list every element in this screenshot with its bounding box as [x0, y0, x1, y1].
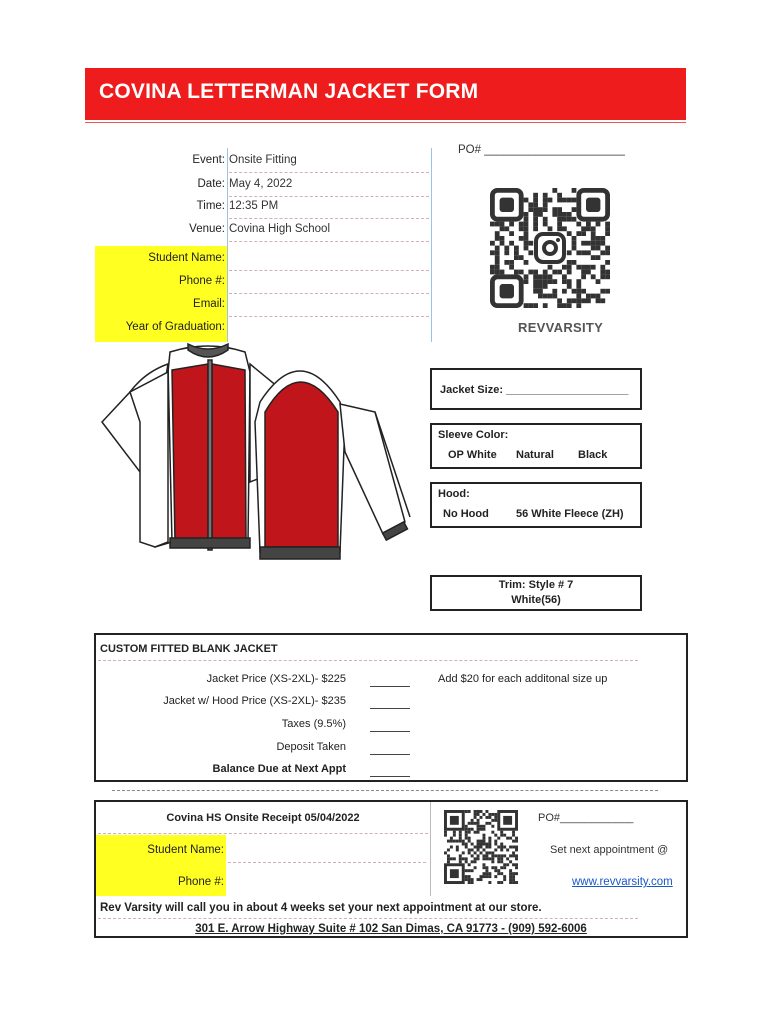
phone-label: Phone #: — [178, 275, 225, 287]
callback-notice: Rev Varsity will call you in about 4 weeks set your next appointment at our store. — [100, 902, 542, 914]
time-label: Time: — [196, 200, 225, 212]
receipt-title-divider — [98, 833, 428, 834]
pricing-header: CUSTOM FITTED BLANK JACKET — [100, 643, 278, 655]
title-banner — [85, 68, 686, 120]
form-title: COVINA LETTERMAN JACKET FORM — [99, 80, 479, 103]
sleeve-color-title: Sleeve Color: — [438, 429, 509, 441]
email-label: Email: — [193, 298, 225, 310]
receipt-divider — [430, 802, 431, 898]
venue-label: Venue: — [189, 223, 225, 235]
field-right-border — [431, 148, 432, 342]
size-up-note: Add $20 for each additonal size up — [438, 673, 608, 685]
receipt-phone-input[interactable] — [228, 876, 426, 894]
trim-color: White(56) — [511, 594, 561, 606]
receipt-title: Covina HS Onsite Receipt 05/04/2022 — [166, 812, 360, 824]
hood-option-no-hood[interactable]: No Hood — [443, 508, 489, 520]
event-info-block — [95, 148, 432, 342]
date-value: May 4, 2022 — [229, 178, 429, 197]
receipt-po-field[interactable]: PO#____________ — [538, 812, 634, 824]
deposit-label: Deposit Taken — [276, 741, 346, 753]
venue-value: Covina High School — [229, 223, 429, 242]
next-appointment-text: Set next appointment @ — [550, 844, 669, 856]
sleeve-color-box — [430, 423, 642, 469]
jacket-illustration — [100, 342, 420, 572]
pricing-header-divider — [98, 660, 638, 661]
event-label: Event: — [192, 154, 225, 166]
store-address: 301 E. Arrow Highway Suite # 102 San Dimas, CA 91773 - (909) 592-6006 — [195, 923, 587, 935]
pricing-box — [94, 633, 688, 782]
hood-price-label: Jacket w/ Hood Price (XS-2XL)- $235 — [163, 695, 346, 707]
deposit-blank[interactable] — [370, 753, 410, 755]
instagram-qr-code — [490, 188, 610, 308]
receipt-student-name-label: Student Name: — [147, 844, 224, 856]
instagram-icon — [536, 234, 564, 262]
graduation-year-input[interactable] — [229, 321, 429, 339]
receipt-qr-code — [444, 810, 518, 884]
graduation-year-label: Year of Graduation: — [125, 321, 225, 333]
date-label: Date: — [197, 178, 225, 190]
hood-price-blank[interactable] — [370, 707, 410, 709]
balance-due-label: Balance Due at Next Appt — [212, 763, 346, 775]
trim-style: Trim: Style # 7 — [498, 579, 574, 591]
taxes-blank[interactable] — [370, 730, 410, 732]
balance-due-blank[interactable] — [370, 775, 410, 777]
revvarsity-link[interactable]: www.revvarsity.com — [572, 876, 673, 888]
phone-input[interactable] — [229, 275, 429, 294]
footer-box — [94, 896, 688, 938]
jacket-size-box[interactable] — [430, 368, 642, 410]
student-name-label: Student Name: — [148, 252, 225, 264]
trim-box — [430, 575, 642, 611]
taxes-label: Taxes (9.5%) — [281, 718, 346, 730]
student-name-input[interactable] — [229, 252, 429, 271]
field-divider — [227, 148, 228, 342]
email-input[interactable] — [229, 298, 429, 317]
event-value: Onsite Fitting — [229, 154, 429, 173]
receipt-phone-label: Phone #: — [177, 876, 224, 888]
hood-title: Hood: — [438, 488, 470, 500]
sleeve-option-natural[interactable]: Natural — [516, 449, 554, 461]
receipt-box — [94, 800, 688, 900]
time-value: 12:35 PM — [229, 200, 429, 219]
cut-line — [112, 790, 658, 791]
hood-option-white-fleece[interactable]: 56 White Fleece (ZH) — [516, 508, 624, 520]
sleeve-option-black[interactable]: Black — [578, 449, 608, 461]
title-divider — [85, 122, 686, 123]
receipt-student-name-input[interactable] — [228, 844, 426, 863]
jacket-price-blank[interactable] — [370, 685, 410, 687]
footer-divider — [98, 918, 638, 919]
jacket-size-label: Jacket Size: ____________________ — [440, 384, 629, 396]
qr-brand-label: REVVARSITY — [518, 320, 604, 335]
jacket-price-label: Jacket Price (XS-2XL)- $225 — [206, 673, 346, 685]
po-number-field[interactable]: PO# ______________________ — [458, 144, 625, 156]
hood-box — [430, 482, 642, 528]
sleeve-option-op-white[interactable]: OP White — [448, 449, 497, 461]
